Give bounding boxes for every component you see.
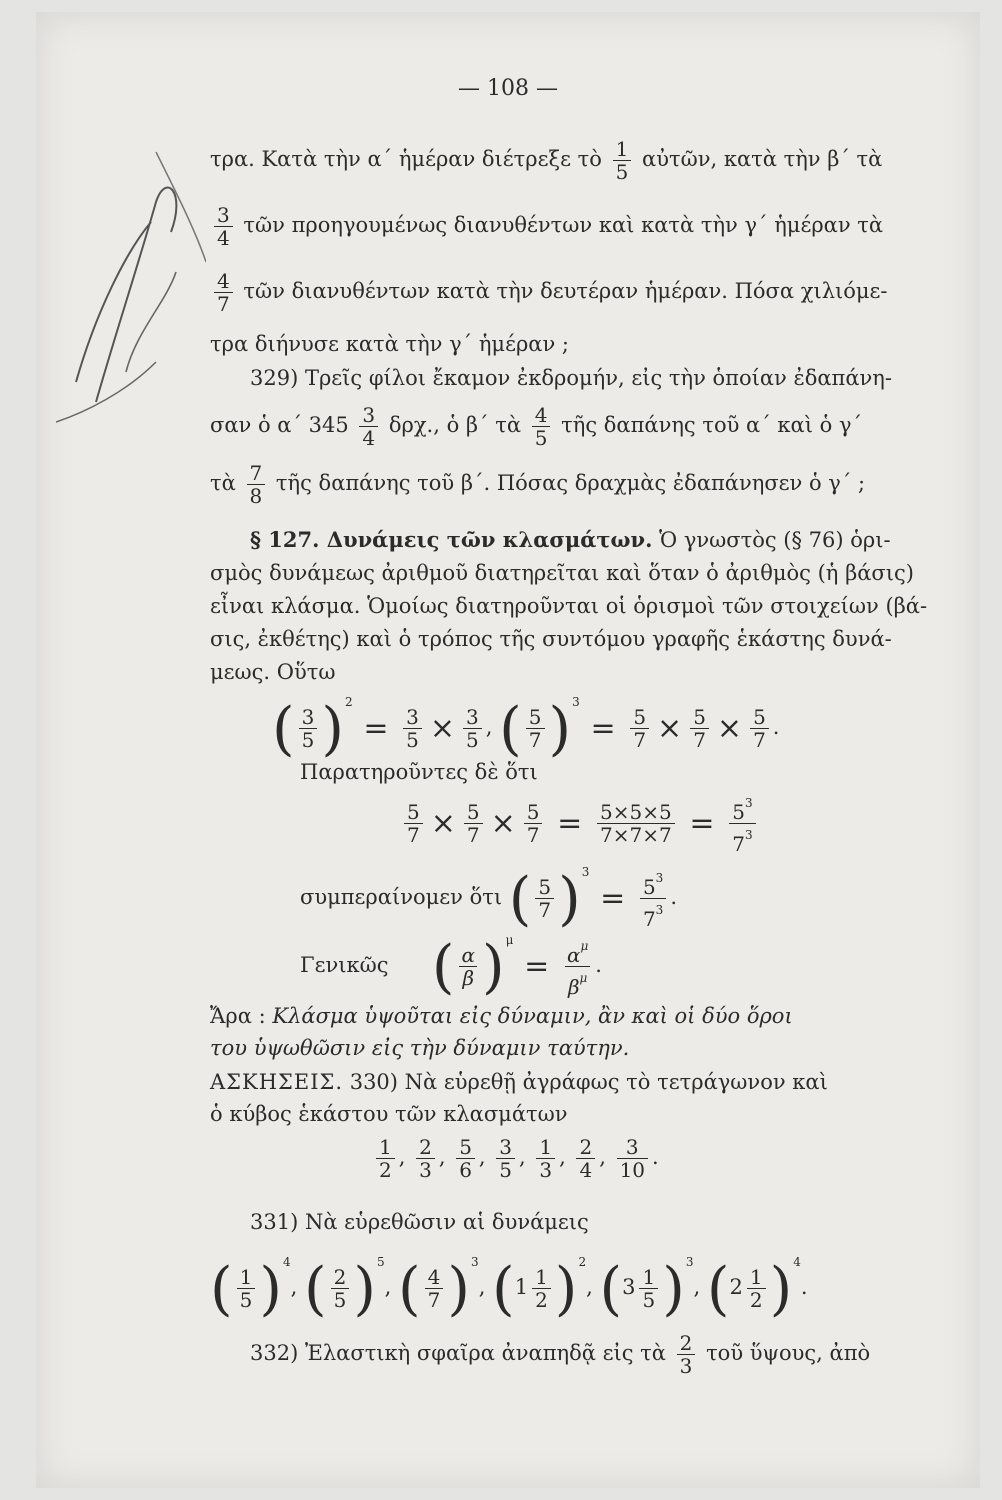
book-page	[36, 12, 980, 1488]
fraction: $\frac{4}{7}$	[214, 270, 233, 315]
rule-line: Ἄρα : Κλάσμα ὑψοῦται εἰς δύναμιν, ἂν καὶ οἱ δύο ὅροι	[210, 1004, 793, 1028]
text-line: $\frac{4}{7}$ τῶν διανυθέντων κατὰ τὴν δευτέραν ἡμέραν. Πόσα χιλιόμε-	[210, 270, 956, 315]
fraction: $\frac{3}{4}$	[214, 204, 233, 249]
equation-product: $\frac{5}{7}$ × $\frac{5}{7}$ × $\frac{5}{7}$ = $\frac{5\times 5\times 5}{7\times 7\times 7}$ = $\frac{5^3}{7^3}$	[400, 792, 956, 852]
text-line: μεως. Οὕτω	[210, 660, 336, 684]
text-line: 329) Τρεῖς φίλοι ἔκαμον ἐκδρομήν, εἰς τὴν ὁποίαν ἐδαπάνη-	[250, 366, 892, 390]
fraction: $\frac{2}{3}$	[677, 1332, 696, 1377]
equation-general: Γενικῶς ( $\frac{\alpha}{\beta}$ )$^\mu$ = $\frac{\alpha^\mu}{\beta^\mu}$ .	[300, 932, 602, 1001]
fraction: $\frac{3}{4}$	[359, 404, 378, 449]
text-line: 331) Νὰ εὑρεθῶσιν αἱ δυνάμεις	[250, 1210, 589, 1234]
handwritten-margin-note	[56, 132, 206, 432]
fraction: $\frac{1}{5}$	[613, 138, 632, 183]
exercises-heading: ΑΣΚΗΣΕΙΣ.	[210, 1070, 344, 1094]
page-number: — 108 —	[458, 76, 558, 101]
text-line: τὰ $\frac{7}{8}$ τῆς δαπάνης τοῦ β΄. Πόσας δραχμὰς ἐδαπάνησεν ὁ γ΄ ;	[210, 461, 866, 508]
exercise-331-powers: ( $\frac{1}{5}$ )$^4$, ( $\frac{2}{5}$ )$^5$, ( $\frac{4}{7}$ )$^3$, (1 $\frac{1}{2}$ )$^2$, (3 $\frac{1}{5}$ )$^3$, (2 $\frac{1}{2}$ )$^4$.	[210, 1254, 808, 1323]
equation-powers: ( $\frac{3}{5}$ )$^2$ = $\frac{3}{5}$ × $\frac{3}{5}$ , ( $\frac{5}{7}$ )$^3$ = $\frac{5}{7}$ × $\frac{5}{7}$ × $\frac{5}{7}$ .	[272, 694, 780, 763]
exercises-heading-line: ΑΣΚΗΣΕΙΣ. 330) Νὰ εὑρεθῇ ἀγράφως τὸ τετράγωνον καὶ	[210, 1070, 828, 1094]
text-line: τρα. Κατὰ τὴν α΄ ἡμέραν διέτρεξε τὸ $\frac{1}{5}$ αὐτῶν, κατὰ τὴν β΄ τὰ	[210, 137, 883, 184]
text-line: σμὸς δυνάμεως ἀριθμοῦ διατηρεῖται καὶ ὅταν ὁ ἀριθμὸς (ἡ βάσις)	[210, 561, 914, 585]
section-heading-line: § 127. Δυνάμεις τῶν κλασμάτων. Ὁ γνωστὸς (§ 76) ὁρι-	[250, 527, 891, 552]
fraction: $\frac{4}{5}$	[532, 404, 551, 449]
text-line: τρα διήνυσε κατὰ τὴν γ΄ ἡμέραν ;	[210, 332, 569, 356]
text-line: 332) Ἐλαστικὴ σφαῖρα ἀναπηδᾷ εἰς τὰ $\frac{2}{3}$ τοῦ ὕψους, ἀπὸ	[250, 1331, 871, 1378]
text-line: σαν ὁ α΄ 345 $\frac{3}{4}$ δρχ., ὁ β΄ τὰ $\frac{4}{5}$ τῆς δαπάνης τοῦ α΄ καὶ ὁ γ΄	[210, 403, 862, 450]
text-line: Παρατηροῦντες δὲ ὅτι	[300, 760, 538, 784]
text-line: ὁ κύβος ἑκάστου τῶν κλασμάτων	[210, 1102, 568, 1126]
rule-line: του ὑψωθῶσιν εἰς τὴν δύναμιν ταύτην.	[210, 1036, 630, 1060]
fraction: $\frac{7}{8}$	[247, 462, 266, 507]
equation-conclusion: συμπεραίνομεν ὅτι ( $\frac{5}{7}$ )$^3$ = $\frac{5^3}{7^3}$ .	[300, 864, 677, 933]
text-line: σις, ἐκθέτης) καὶ ὁ τρόπος τῆς συντόμου γραφῆς ἑκάστης δυνά-	[210, 627, 892, 651]
text-line: $\frac{3}{4}$ τῶν προηγουμένως διανυθέντων καὶ κατὰ τὴν γ΄ ἡμέραν τὰ	[210, 204, 956, 249]
text-line: εἶναι κλάσμα. Ὁμοίως διατηροῦνται οἱ ὁρισμοὶ τῶν στοιχείων (βά-	[210, 594, 928, 618]
section-heading: § 127. Δυνάμεις τῶν κλασμάτων.	[250, 527, 653, 552]
exercise-330-fractions: $\frac{1}{2}$ , $\frac{2}{3}$ , $\frac{5}{6}$ , $\frac{3}{5}$ , $\frac{1}{3}$ , $\frac{2}{4}$ , $\frac{3}{10}$ .	[372, 1136, 956, 1196]
